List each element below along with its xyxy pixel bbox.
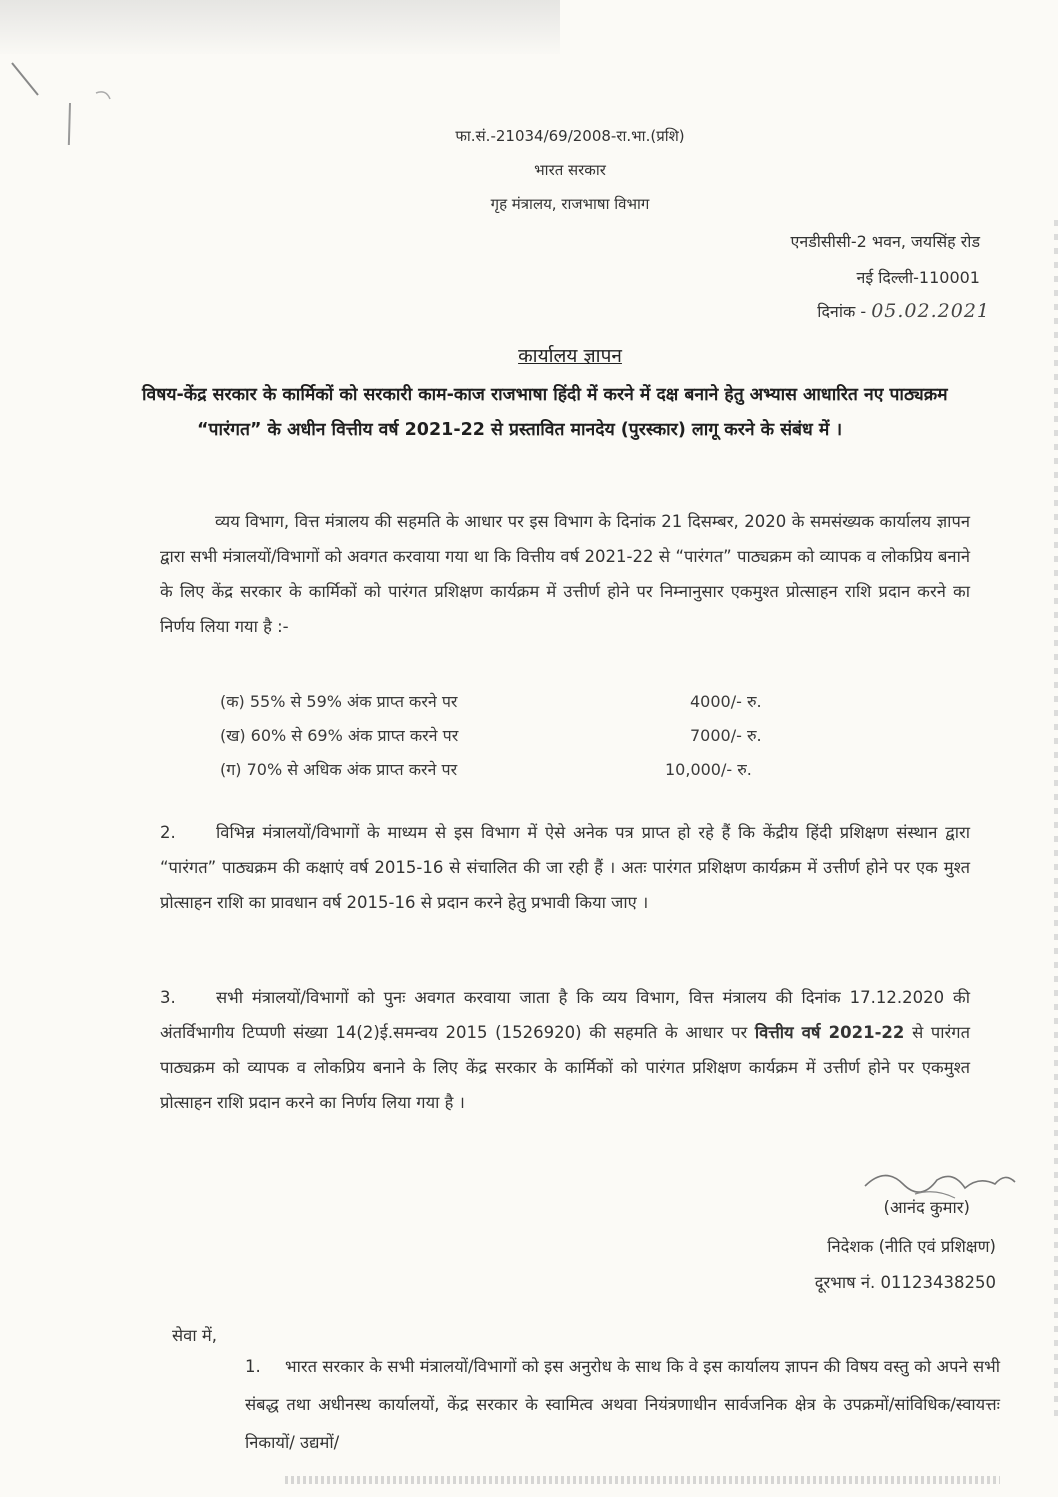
recipient-number: 1.	[245, 1357, 261, 1376]
reward-criteria: (क) 55% से 59% अंक प्राप्त करने पर	[220, 692, 458, 711]
paragraph-3-text-b: से पारंगत पाठ्यक्रम को व्यापक व लोकप्रिय बनाने के लिए केंद्र सरकार के कार्मिकों को पारंगत प्रशिक्षण कार्यक्रम में उत्तीर्ण होने पर एकमुश्त प्रोत्साहन राशि प्रदान करने का निर्णय लिया गया है ।	[160, 1023, 970, 1112]
paragraph-2	[160, 815, 970, 920]
para-number: 2.	[160, 823, 176, 842]
ministry-name: गृह मंत्रालय, राजभाषा विभाग	[490, 195, 650, 213]
signatory-designation: निदेशक (नीति एवं प्रशिक्षण)	[827, 1237, 996, 1256]
scan-edge	[1054, 220, 1058, 1420]
date-line	[817, 300, 990, 322]
address-line-1: एनडीसीसी-2 भवन, जयसिंह रोड	[790, 232, 980, 251]
signatory-phone: दूरभाष नं. 01123438250	[814, 1273, 996, 1292]
reward-amount: 7000/- रु.	[690, 726, 762, 745]
paragraph-3	[160, 980, 970, 1120]
subject	[142, 378, 972, 448]
paragraph-2-text: विभिन्न मंत्रालयों/विभागों के माध्यम से इस विभाग में ऐसे अनेक पत्र प्राप्त हो रहे हैं कि केंद्रीय हिंदी प्रशिक्षण संस्थान द्वारा “पारंगत” पाठ्यक्रम की कक्षाएं वर्ष 2015-16 से संचालित की जा रही हैं । अतः पारंगत प्रशिक्षण कार्यक्रम में उत्तीर्ण होने पर एक मुश्त प्रोत्साहन राशि का प्रावधान वर्ष 2015-16 से प्रदान करने हेतु प्रभावी किया जाए ।	[160, 823, 970, 912]
reward-amount: 10,000/- रु.	[665, 760, 752, 779]
list-item	[220, 758, 820, 792]
scan-mark	[8, 55, 118, 145]
govt-name: भारत सरकार	[534, 161, 606, 179]
recipient-1-text: भारत सरकार के सभी मंत्रालयों/विभागों को इस अनुरोध के साथ कि वे इस कार्यालय ज्ञापन की विषय वस्तु को अपने सभी संबद्ध तथा अधीनस्थ कार्यालयों, केंद्र सरकार के स्वामित्व अथवा नियंत्रणाधीन सार्वजनिक क्षेत्र के उपक्रमों/सांविधिक/स्वायत्तः निकायों/ उद्यमों/	[245, 1357, 1000, 1452]
paragraph-3-text-a: सभी मंत्रालयों/विभागों को पुनः अवगत करवाया जाता है कि व्यय विभाग, वित्त मंत्रालय की दिनांक 17.12.2020 की अंतर्विभागीय टिप्पणी संख्या 14(2)ई.समन्वय 2015 (1526920) की सहमति के आधार पर	[160, 988, 970, 1042]
cut-off-line	[285, 1476, 1000, 1484]
date-value: 05.02.2021	[871, 300, 990, 322]
reward-criteria: (ख) 60% से 69% अंक प्राप्त करने पर	[220, 726, 459, 745]
rewards-list	[220, 690, 820, 792]
paragraph-3-bold: वित्तीय वर्ष 2021-22	[754, 1023, 905, 1042]
subject-text: विषय-केंद्र सरकार के कार्मिकों को सरकारी काम-काज राजभाषा हिंदी में करने में दक्ष बनाने हेतु अभ्यास आधारित नए पाठ्यक्रम “पारंगत” के अधीन वित्तीय वर्ष 2021-22 से प्रस्तावित मानदेय (पुरस्कार) लागू करने के संबंध में ।	[142, 385, 948, 440]
scan-header-smudge	[0, 0, 560, 54]
reward-amount: 4000/- रु.	[690, 692, 762, 711]
list-item	[220, 690, 820, 724]
paragraph-1: व्यय विभाग, वित्त मंत्रालय की सहमति के आधार पर इस विभाग के दिनांक 21 दिसम्बर, 2020 के समसंख्यक कार्यालय ज्ञापन द्वारा सभी मंत्रालयों/विभागों को अवगत करवाया गया था कि वित्तीय वर्ष 2021-22 से “पारंगत” पाठ्यक्रम को व्यापक व लोकप्रिय बनाने के लिए केंद्र सरकार के कार्मिकों को पारंगत प्रशिक्षण कार्यक्रम में उत्तीर्ण होने पर निम्नानुसार एकमुश्त प्रोत्साहन राशि प्रदान करने का निर्णय लिया गया है :-	[160, 512, 970, 636]
signatory-name: (आनंद कुमार)	[883, 1198, 970, 1217]
para-number: 3.	[160, 988, 176, 1007]
list-item	[220, 724, 820, 758]
address-line-2: नई दिल्ली-110001	[856, 268, 980, 287]
memo-title: कार्यालय ज्ञापन	[518, 345, 622, 367]
reward-criteria: (ग) 70% से अधिक अंक प्राप्त करने पर	[220, 760, 458, 779]
file-number: फा.सं.-21034/69/2008-रा.भा.(प्रशि)	[455, 127, 685, 145]
recipient-1	[245, 1348, 1000, 1462]
date-label: दिनांक -	[817, 302, 867, 321]
to-label: सेवा में,	[172, 1326, 217, 1345]
